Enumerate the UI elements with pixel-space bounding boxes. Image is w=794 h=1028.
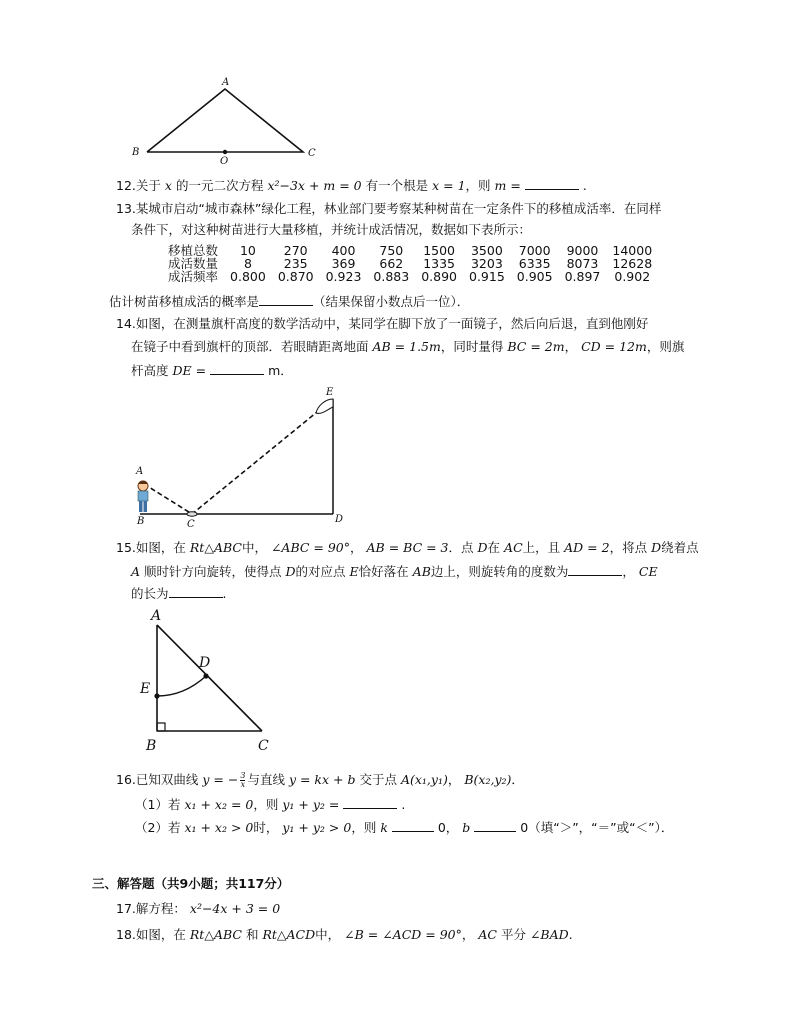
table-cell: 369 xyxy=(331,256,356,271)
question-15-line1: 15.如图，在 Rt△ABC中， ∠ABC = 90°， AB = BC = 3．点 D在 AC上，且 AD = 2，将点 D绕着点 xyxy=(116,540,699,555)
label-a: A xyxy=(222,77,230,88)
table-cell: 0.915 xyxy=(469,269,505,284)
table-cell: 235 xyxy=(283,256,308,271)
table-cell: 1500 xyxy=(423,243,455,258)
answer-blank[interactable] xyxy=(568,563,622,576)
label-c: C xyxy=(187,519,195,530)
table-cell: 6335 xyxy=(518,256,551,271)
answer-blank[interactable] xyxy=(259,293,313,306)
answer-blank[interactable] xyxy=(210,362,264,375)
label-b: B xyxy=(137,516,145,527)
label-b: B xyxy=(132,147,140,158)
table-cell: 8 xyxy=(243,256,252,271)
question-14-line1: 14.如图，在测量旗杆高度的数学活动中，某同学在脚下放了一面镜子，然后向后退，直到他刚好 xyxy=(116,316,649,331)
question-16-part1: （1）若 x₁ + x₂ = 0，则 y₁ + y₂ = . xyxy=(135,797,406,812)
table-cell: 0.905 xyxy=(516,269,553,284)
table-cell: 0.883 xyxy=(373,269,410,284)
table-cell: 400 xyxy=(331,243,356,258)
table-cell: 0.800 xyxy=(230,269,266,284)
table-cell: 750 xyxy=(379,243,404,258)
question-15-line2: A 顺时针方向旋转，使得点 D的对应点 E恰好落在 AB边上，则旋转角的度数为 ， CE xyxy=(131,564,658,579)
label-d: D xyxy=(199,655,211,671)
label-a: A xyxy=(151,608,162,624)
question-17: 17.解方程： x²−4x + 3 = 0 xyxy=(116,901,281,916)
table-cell: 0.870 xyxy=(277,269,314,284)
table-cell: 10 xyxy=(239,243,256,258)
question-12: 12.关于 x 的一元二次方程 x²−3x + m = 0 有一个根是 x = 1，则 m = . xyxy=(116,178,587,193)
answer-blank[interactable] xyxy=(525,177,579,190)
label-c: C xyxy=(258,738,269,754)
answer-blank[interactable] xyxy=(169,585,223,598)
question-13-line1: 13.某城市启动“城市森林”绿化工程，林业部门要考察某种树苗在一定条件下的移植成活率．在同样 xyxy=(116,201,662,216)
label-b: B xyxy=(146,738,157,754)
question-16-line1: 16.已知双曲线 y = − $\frac{3}{x}$ 与直线 y = kx + b 交于点 A(x₁,y₁)， B(x₂,y₂)． xyxy=(116,771,524,789)
table-cell: 12628 xyxy=(612,256,653,271)
table-cell: 14000 xyxy=(612,243,653,258)
table-cell: 0.902 xyxy=(614,269,651,284)
answer-blank[interactable] xyxy=(343,796,397,809)
table-cell: 662 xyxy=(379,256,404,271)
flagpole-figure xyxy=(130,385,360,530)
answer-blank[interactable] xyxy=(474,819,516,832)
answer-blank[interactable] xyxy=(392,819,434,832)
section-heading: 三、解答题（共9小题；共117分） xyxy=(92,876,290,891)
label-d: D xyxy=(335,514,344,525)
row-label: 成活频率 xyxy=(168,269,219,284)
label-e: E xyxy=(326,387,334,398)
table-cell: 0.923 xyxy=(325,269,362,284)
table-cell: 3500 xyxy=(470,243,503,258)
question-14-line2: 在镜子中看到旗杆的顶部．若眼睛距离地面 AB = 1.5m，同时量得 BC = 2m， CD = 12m，则旗 xyxy=(131,339,685,354)
data-table xyxy=(168,244,658,283)
table-cell: 0.897 xyxy=(564,269,601,284)
table-cell: 270 xyxy=(283,243,308,258)
label-e: E xyxy=(140,681,151,697)
question-15-line3: 的长为 . xyxy=(131,586,227,601)
table-cell: 7000 xyxy=(518,243,551,258)
person-icon xyxy=(138,481,148,513)
table-cell: 3203 xyxy=(470,256,503,271)
question-13-line3: 估计树苗移植成活的概率是 （结果保留小数点后一位）． xyxy=(109,294,470,309)
question-13-line2: 条件下，对这种树苗进行大量移植，并统计成活情况，数据如下表所示： xyxy=(131,222,532,237)
label-o: O xyxy=(220,156,229,167)
row-label: 成活数量 xyxy=(168,256,219,271)
table-cell: 8073 xyxy=(566,256,599,271)
table-cell: 1335 xyxy=(423,256,455,271)
label-c: C xyxy=(308,148,316,159)
question-16-part2: （2）若 x₁ + x₂ > 0时， y₁ + y₂ > 0，则 k 0， b 0（填“＞”，“＝”或“＜”）． xyxy=(135,820,674,835)
table-cell: 9000 xyxy=(566,243,599,258)
table-cell: 0.890 xyxy=(421,269,457,284)
triangle-figure xyxy=(125,75,325,170)
rotation-figure xyxy=(135,605,285,755)
fraction: $\frac{3}{x}$ xyxy=(240,771,246,789)
row-label: 移植总数 xyxy=(168,243,219,258)
question-14-line3: 杆高度 DE = m． xyxy=(131,363,293,378)
table-row xyxy=(168,270,658,283)
question-18: 18.如图，在 Rt△ABC 和 Rt△ACD中， ∠B = ∠ACD = 90°， AC 平分 ∠BAD. xyxy=(116,927,573,942)
label-a: A xyxy=(136,466,144,477)
